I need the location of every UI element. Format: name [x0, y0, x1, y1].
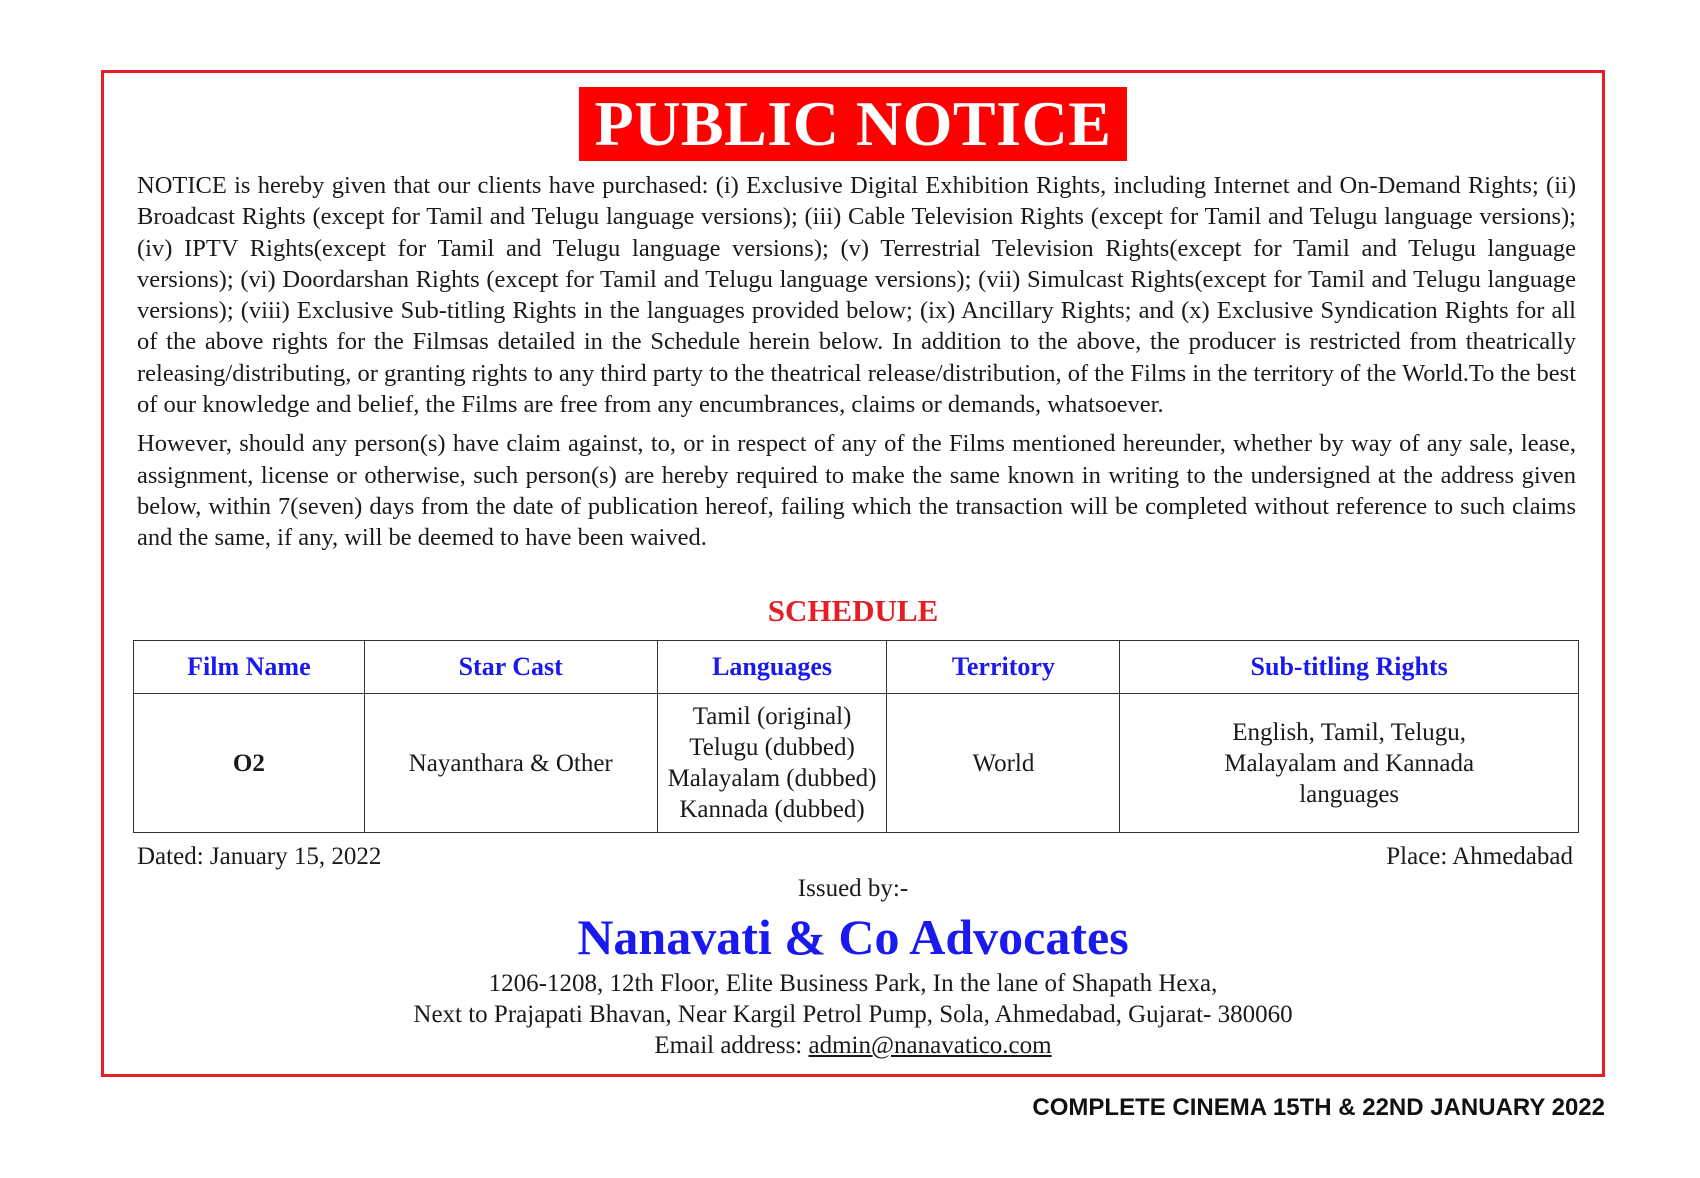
schedule-title: SCHEDULE	[767, 593, 939, 628]
header-languages: Languages	[657, 641, 887, 694]
cell-star-cast: Nayanthara & Other	[364, 694, 657, 833]
notice-frame	[101, 70, 1605, 1077]
header-film-name: Film Name	[134, 641, 365, 694]
firm-name: Nanavati & Co Advocates	[577, 909, 1129, 965]
language-line: Telugu (dubbed)	[689, 734, 855, 761]
subtitling-line: languages	[1299, 780, 1400, 808]
language-line: Tamil (original)	[692, 703, 852, 730]
address-line-2: Next to Prajapati Bhavan, Near Kargil Petrol Pump, Sola, Ahmedabad, Gujarat- 380060	[413, 1001, 1293, 1028]
notice-title: PUBLIC NOTICE	[579, 87, 1128, 161]
language-line: Malayalam (dubbed)	[667, 765, 877, 792]
email-line	[104, 1030, 1602, 1061]
notice-paragraph-2: However, should any person(s) have claim against, to, or in respect of any of the Films mentioned hereunder, whether by way of any sale, lease, assignment, license or otherwise, such person(s) are hereby required to make the same known in writing to the undersigned at the address given below, within 7(seven) days from the date of publication hereof, failing which the transaction will be completed without reference to such claims and the same, if any, will be deemed to have been waived.	[137, 430, 1576, 552]
issued-by: Issued by:-	[797, 875, 909, 902]
cell-subtitling-rights	[1120, 694, 1579, 833]
table-header-row	[134, 641, 1579, 694]
cell-territory: World	[887, 694, 1120, 833]
schedule-table	[133, 640, 1579, 833]
subtitling-line: Malayalam and Kannada	[1224, 749, 1475, 777]
cell-languages	[657, 694, 887, 833]
title-wrap	[104, 87, 1602, 161]
subtitling-line: English, Tamil, Telugu,	[1232, 718, 1467, 746]
address-block	[104, 968, 1602, 1061]
publication-footer: COMPLETE CINEMA 15TH & 22ND JANUARY 2022	[1032, 1094, 1605, 1121]
language-line: Kannada (dubbed)	[679, 796, 865, 823]
notice-body	[137, 170, 1576, 562]
header-subtitling-rights: Sub-titling Rights	[1120, 641, 1579, 694]
email-label: Email address:	[654, 1032, 809, 1059]
place-text: Place: Ahmedabad	[1386, 843, 1573, 870]
table-row	[134, 694, 1579, 833]
header-star-cast: Star Cast	[364, 641, 657, 694]
header-territory: Territory	[887, 641, 1120, 694]
notice-paragraph-1: NOTICE is hereby given that our clients have purchased: (i) Exclusive Digital Exhibition Rights, including Internet and On-Demand Rights; (ii) Broadcast Rights (except for Tamil and Telugu language versions); (iii) Cable Television Rights (except for Tamil and Telugu language versions); (iv) IPTV Rights(except for Tamil and Telugu language versions); (v) Terrestrial Television Rights(except for Tamil and Telugu language versions); (vi) Doordarshan Rights (except for Tamil and Telugu language versions); (vii) Simulcast Rights(except for Tamil and Telugu language versions); (viii) Exclusive Sub-titling Rights in the languages provided below; (ix) Ancillary Rights; and (x) Exclusive Syndication Rights for all of the above rights for the Filmsas detailed in the Schedule herein below. In addition to the above, the producer is restricted from theatrically releasing/distributing, or granting rights to any third party to the theatrical release/distribution, of the Films in the territory of the World.To the best of our knowledge and belief, the Films are free from any encumbrances, claims or demands, whatsoever.	[137, 172, 1577, 419]
address-line-1: 1206-1208, 12th Floor, Elite Business Park, In the lane of Shapath Hexa,	[488, 970, 1218, 997]
cell-film-name: O2	[134, 694, 365, 833]
dated-text: Dated: January 15, 2022	[137, 843, 382, 870]
email-link[interactable]: admin@nanavatico.com	[808, 1032, 1052, 1059]
